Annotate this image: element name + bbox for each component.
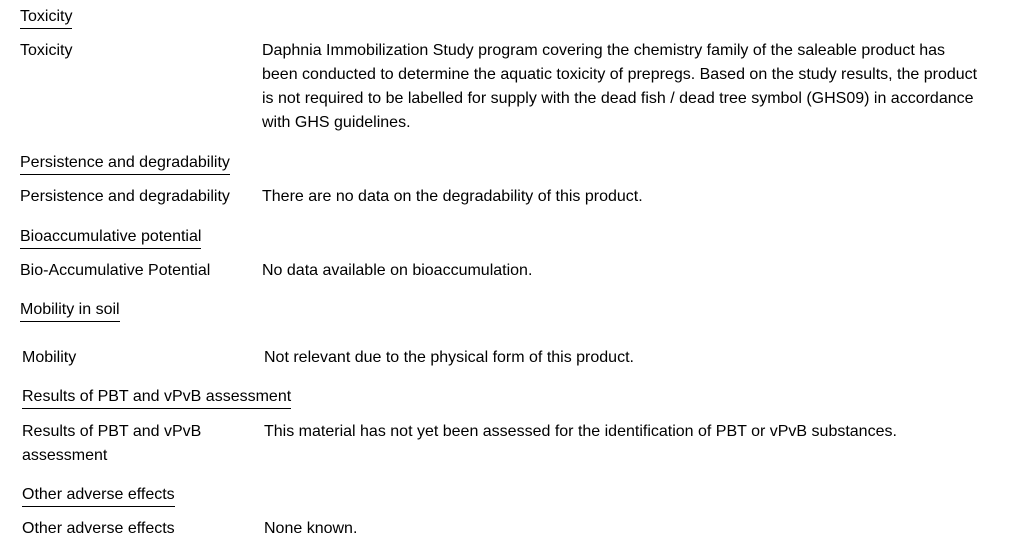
field-label-pbt: Results of PBT and vPvB assessment [22,423,202,464]
section-heading-bioaccumulative [20,227,201,249]
row-persistence [20,185,984,209]
row-toxicity [20,39,984,135]
field-label-mobility: Mobility [22,349,77,366]
field-label-toxicity: Toxicity [20,42,73,59]
field-value-persistence: There are no data on the degradability of this product. [262,188,643,205]
section-heading-text: Other adverse effects [22,485,175,507]
row-other-effects [22,517,984,541]
section-heading-other-effects [22,485,175,507]
field-label-bioaccumulative: Bio-Accumulative Potential [20,262,211,279]
section-heading-pbt [22,387,291,409]
field-value-mobility: Not relevant due to the physical form of this product. [264,349,634,366]
row-mobility [22,346,984,370]
field-label-other-effects: Other adverse effects [22,520,175,537]
section-heading-text: Results of PBT and vPvB assessment [22,387,291,409]
section-heading-persistence [20,153,230,175]
section-heading-text: Persistence and degradability [20,153,230,175]
section-heading-mobility [20,300,120,322]
field-value-bioaccumulative: No data available on bioaccumulation. [262,262,533,279]
section-heading-toxicity [20,7,72,29]
section-heading-text: Toxicity [20,7,72,29]
row-pbt [22,420,984,468]
field-label-persistence: Persistence and degradability [20,188,230,205]
row-bioaccumulative [20,259,984,283]
field-value-pbt: This material has not yet been assessed for the identification of PBT or vPvB substances. [264,423,897,440]
section-heading-text: Mobility in soil [20,300,120,322]
field-value-toxicity: Daphnia Immobilization Study program covering the chemistry family of the saleable product has been conducted to determine the aquatic toxicity of prepregs. Based on the study results, the product is not required to be labelled for supply with the dead fish / dead tree symbol (GHS09) in accordance with GHS guidelines. [262,42,978,131]
field-value-other-effects: None known. [264,520,358,537]
section-heading-text: Bioaccumulative potential [20,227,201,249]
